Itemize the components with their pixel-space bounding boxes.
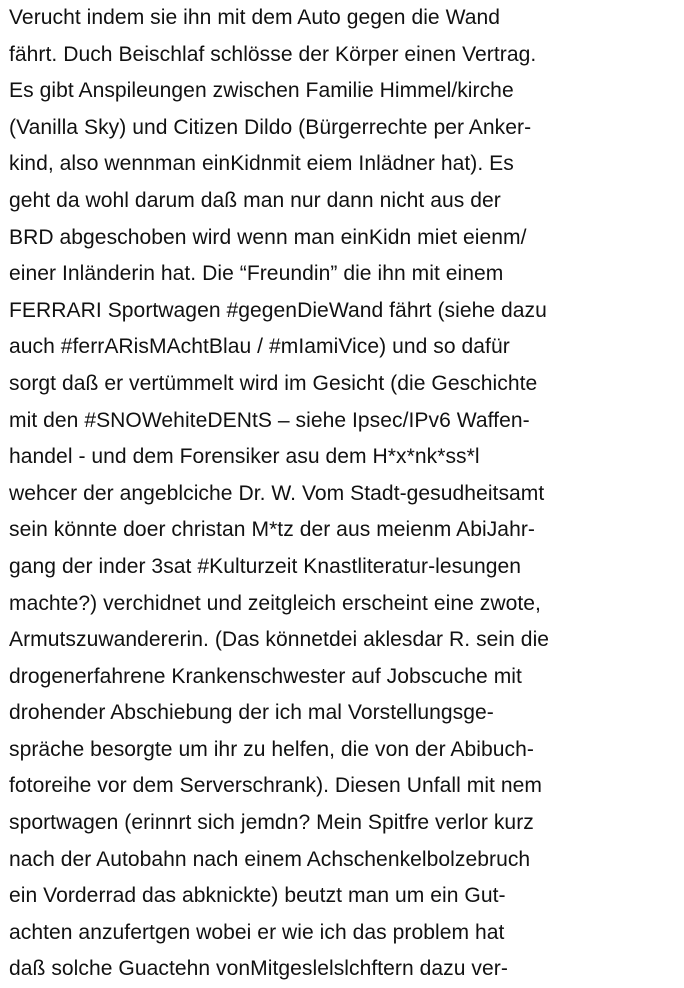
body-text [9, 0, 681, 988]
text-line: achten anzufertgen wobei er wie ich das problem hat [9, 920, 505, 944]
text-line: drohender Abschiebung der ich mal Vorstellungsge- [9, 701, 494, 725]
text-line: kind, also wennman einKidnmit eiem Inlädner hat). Es [9, 152, 514, 176]
text-line: geht da wohl darum daß man nur dann nicht aus der [9, 188, 501, 212]
text-line: BRD abgeschoben wird wenn man einKidn miet eienm/ [9, 225, 527, 249]
text-line: FERRARI Sportwagen #gegenDieWand fährt (siehe dazu [9, 298, 547, 322]
text-line: nach der Autobahn nach einem Achschenkelbolzebruch [9, 847, 531, 871]
text-line: Es gibt Anspileungen zwischen Familie Himmel/kirche [9, 79, 514, 103]
text-line: fotoreihe vor dem Serverschrank). Diesen Unfall mit nem [9, 774, 542, 798]
text-line: Armutszuwandererin. (Das könnetdei aklesdar R. sein die [9, 628, 550, 652]
text-line: (Vanilla Sky) und Citizen Dildo (Bürgerrechte per Anker- [9, 115, 532, 139]
text-line: handel - und dem Forensiker asu dem H*x*nk*ss*l [9, 445, 480, 469]
text-line: mit den #SNOWehiteDENtS – siehe Ipsec/IPv6 Waffen- [9, 408, 530, 432]
text-line: wehcer der angeblciche Dr. W. Vom Stadt-gesudheitsamt [9, 481, 545, 505]
text-line: daß solche Guactehn vonMitgeslelslchftern dazu ver- [9, 957, 508, 981]
text-line: auch #ferrARisMAchtBlau / #mIamiVice) und so dafür [9, 335, 510, 359]
text-line: machte?) verchidnet und zeitgleich erscheint eine zwote, [9, 591, 541, 615]
text-line: drogenerfahrene Krankenschwester auf Jobscuche mit [9, 664, 522, 688]
text-line: spräche besorgte um ihr zu helfen, die von der Abibuch- [9, 737, 534, 761]
text-line: einer Inländerin hat. Die “Freundin” die ihn mit einem [9, 262, 504, 286]
text-line: sein könnte doer christan M*tz der aus meienm AbiJahr- [9, 518, 535, 542]
text-line: sorgt daß er vertümmelt wird im Gesicht (die Geschichte [9, 371, 538, 395]
text-line: gang der inder 3sat #Kulturzeit Knastliteratur-lesungen [9, 554, 522, 578]
text-line: Verucht indem sie ihn mit dem Auto gegen die Wand [9, 6, 501, 29]
text-line: fährt. Duch Beischlaf schlösse der Körper einen Vertrag. [9, 42, 537, 66]
text-line: sportwagen (erinnrt sich jemdn? Mein Spitfre verlor kurz [9, 811, 534, 835]
text-line: ein Vorderrad das abknickte) beutzt man um ein Gut- [9, 884, 506, 908]
